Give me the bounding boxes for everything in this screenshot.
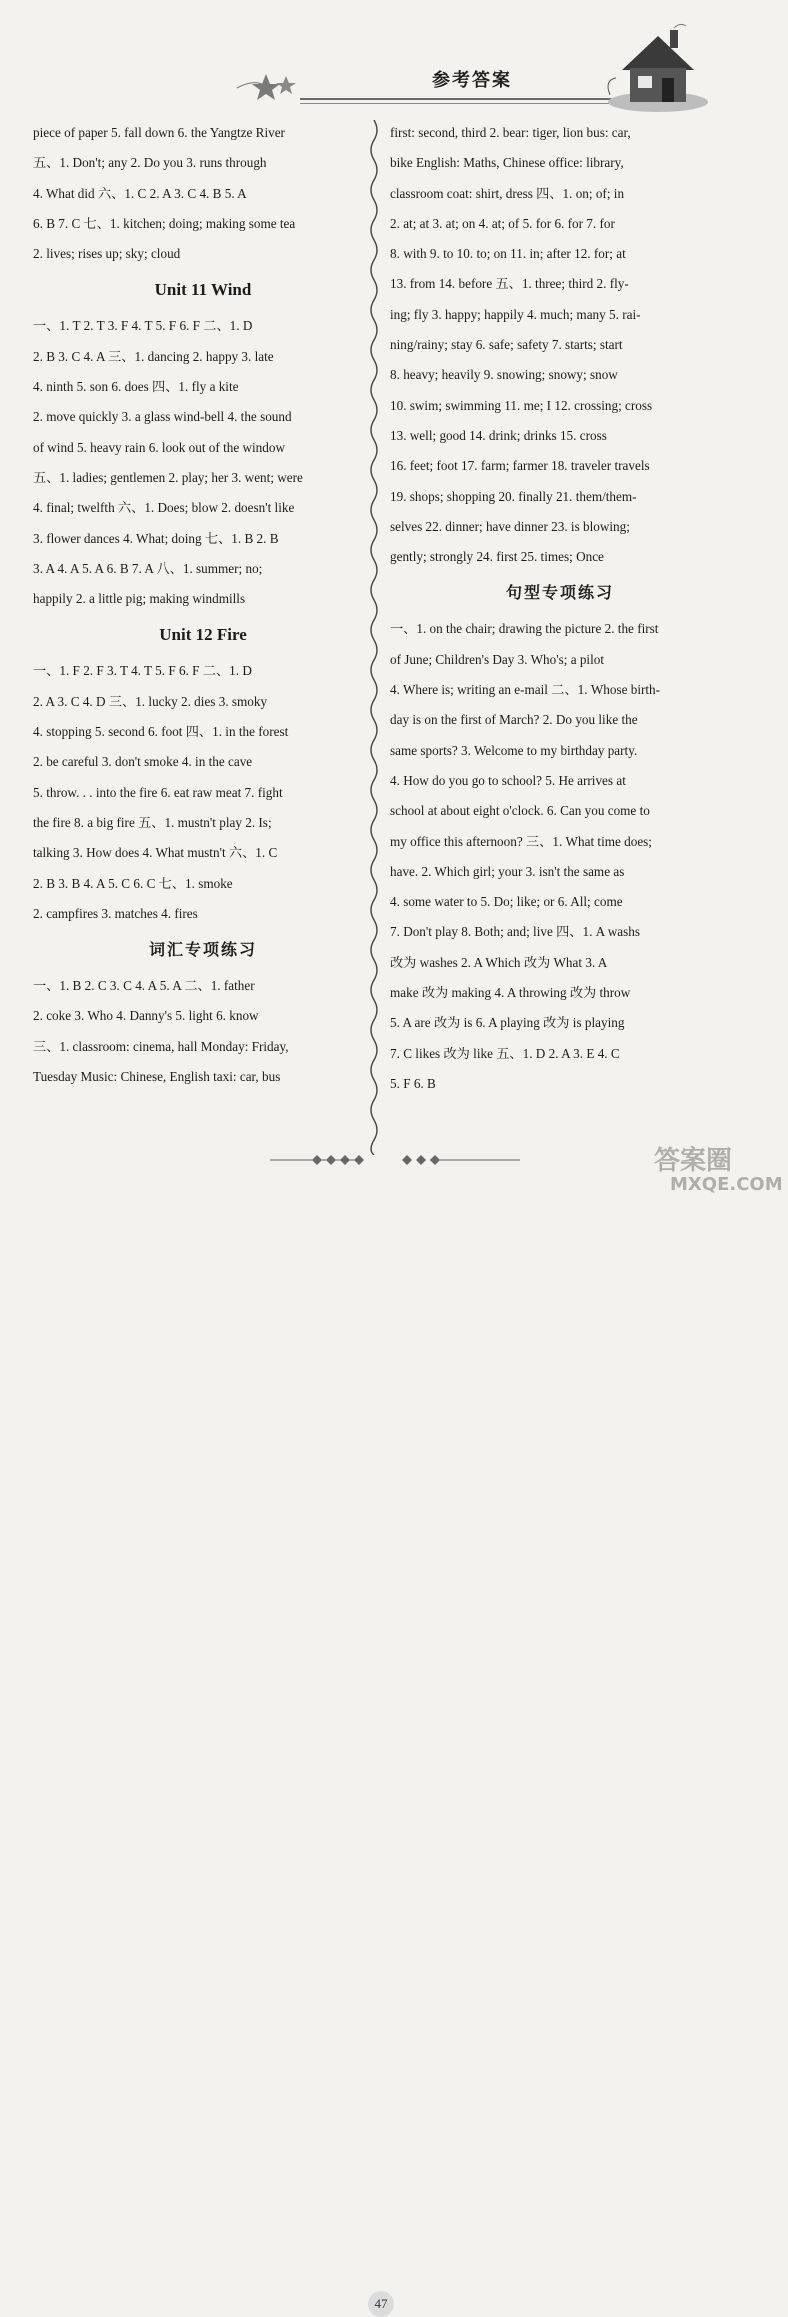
answer-line: 一、1. F 2. F 3. T 4. T 5. F 6. F 二、1. D [33,663,252,679]
answer-line: 19. shops; shopping 20. finally 21. them/them- [390,488,637,504]
answer-line: of wind 5. heavy rain 6. look out of the window [33,439,285,455]
watermark-line-2: MXQE.COM [670,1174,783,1195]
answer-line: 5. throw. . . into the fire 6. eat raw meat 7. fight [33,784,283,800]
page-header [0,0,788,120]
answer-line: my office this afternoon? 三、1. What time does; [390,833,652,849]
answer-line: 2. B 3. C 4. A 三、1. dancing 2. happy 3. late [33,348,274,364]
answer-line: 3. flower dances 4. What; doing 七、1. B 2. B [33,530,279,546]
answer-line: 10. swim; swimming 11. me; I 12. crossing; cross [390,397,653,413]
answer-line: 2. move quickly 3. a glass wind-bell 4. the sound [33,409,292,425]
answer-line: classroom coat: shirt, dress 四、1. on; of; in [390,185,625,201]
answer-line: ing; fly 3. happy; happily 4. much; many 5. rai- [390,306,641,322]
answer-line: 2. coke 3. Who 4. Danny's 5. light 6. know [33,1008,259,1024]
answer-line: 13. well; good 14. drink; drinks 15. cross [390,427,607,443]
answer-line: selves 22. dinner; have dinner 23. is blowing; [390,518,630,534]
answer-line: 4. some water to 5. Do; like; or 6. All; come [390,894,623,910]
right-column [390,118,730,1099]
unit-heading: Unit 12 Fire [159,625,247,645]
answer-line: 2. lives; rises up; sky; cloud [33,246,181,262]
answer-line: day is on the first of March? 2. Do you like the [390,712,638,728]
answer-line: same sports? 3. Welcome to my birthday party. [390,742,638,758]
answer-line: 13. from 14. before 五、1. three; third 2. fly- [390,276,629,292]
watermark-line-1: 答案圈 [654,1146,733,1176]
answer-line: have. 2. Which girl; your 3. isn't the same as [390,863,625,879]
star-decoration-icon [232,68,302,108]
answer-line: 4. ninth 5. son 6. does 四、1. fly a kite [33,379,239,395]
left-column [33,118,373,1092]
answer-line: 2. campfires 3. matches 4. fires [33,905,198,921]
answer-line: 4. What did 六、1. C 2. A 3. C 4. B 5. A [33,185,247,201]
answer-line: 改为 washes 2. A Which 改为 What 3. A [390,954,608,970]
answer-line: 五、1. ladies; gentlemen 2. play; her 3. went; were [33,469,303,485]
answer-line: the fire 8. a big fire 五、1. mustn't play 2. Is; [33,814,272,830]
answer-line: 7. Don't play 8. Both; and; live 四、1. A washs [390,924,640,940]
answer-line: school at about eight o'clock. 6. Can you come to [390,803,650,819]
page-number: 47 [368,2291,394,2317]
answer-line: gently; strongly 24. first 25. times; Once [390,549,604,565]
answer-line: 一、1. B 2. C 3. C 4. A 5. A 二、1. father [33,978,255,994]
answer-line: 一、1. T 2. T 3. F 4. T 5. F 6. F 二、1. D [33,318,253,334]
column-divider [367,120,381,1155]
section-heading: 句型专项练习 [505,583,614,603]
header-rule-thin [300,103,620,104]
answer-line: 7. C likes 改为 like 五、1. D 2. A 3. E 4. C [390,1045,620,1061]
watermark [648,1140,788,1200]
section-heading: 词汇专项练习 [148,940,257,960]
answer-line: make 改为 making 4. A throwing 改为 throw [390,985,631,1001]
footer-ornament-icon [270,1148,520,1172]
page-title: 参考答案 [432,70,512,91]
answer-line: of June; Children's Day 3. Who's; a pilot [390,651,605,667]
answer-line: 2. at; at 3. at; on 4. at; of 5. for 6. for 7. for [390,215,615,231]
house-illustration-icon [600,20,710,115]
answer-line: 4. final; twelfth 六、1. Does; blow 2. doesn't like [33,500,295,516]
answer-line: ning/rainy; stay 6. safe; safety 7. starts; start [390,337,623,353]
answer-line: 2. A 3. C 4. D 三、1. lucky 2. dies 3. smoky [33,693,268,709]
answer-line: happily 2. a little pig; making windmills [33,591,246,607]
answer-line: 5. A are 改为 is 6. A playing 改为 is playing [390,1015,625,1031]
answer-line: first: second, third 2. bear: tiger, lion bus: car, [390,125,631,140]
answer-line: 8. with 9. to 10. to; on 11. in; after 12. for; at [390,246,626,262]
answer-line: 4. stopping 5. second 6. foot 四、1. in the forest [33,724,289,740]
answer-line: 2. B 3. B 4. A 5. C 6. C 七、1. smoke [33,875,233,891]
answer-line: 一、1. on the chair; drawing the picture 2. the first [390,621,659,637]
answer-line: 5. F 6. B [390,1075,436,1091]
answer-line: 6. B 7. C 七、1. kitchen; doing; making some tea [33,215,296,231]
answer-line: 4. Where is; writing an e-mail 二、1. Whose birth- [390,682,661,698]
answer-line: 五、1. Don't; any 2. Do you 3. runs through [33,155,267,171]
answer-line: talking 3. How does 4. What mustn't 六、1. C [33,845,278,861]
answer-line: bike English: Maths, Chinese office: library, [390,155,624,171]
answer-line: 16. feet; foot 17. farm; farmer 18. traveler travels [390,458,650,474]
answer-line: 8. heavy; heavily 9. snowing; snowy; snow [390,367,618,383]
answer-line: 4. How do you go to school? 5. He arrives at [390,772,626,788]
answer-line: 3. A 4. A 5. A 6. B 7. A 八、1. summer; no; [33,560,263,576]
unit-heading: Unit 11 Wind [154,280,252,300]
answer-line: 2. be careful 3. don't smoke 4. in the cave [33,754,253,770]
answer-line: piece of paper 5. fall down 6. the Yangtze River [33,125,285,140]
answer-line: 三、1. classroom: cinema, hall Monday: Friday, [33,1038,289,1054]
header-rule [300,98,620,100]
answer-line: Tuesday Music: Chinese, English taxi: car, bus [33,1069,281,1085]
